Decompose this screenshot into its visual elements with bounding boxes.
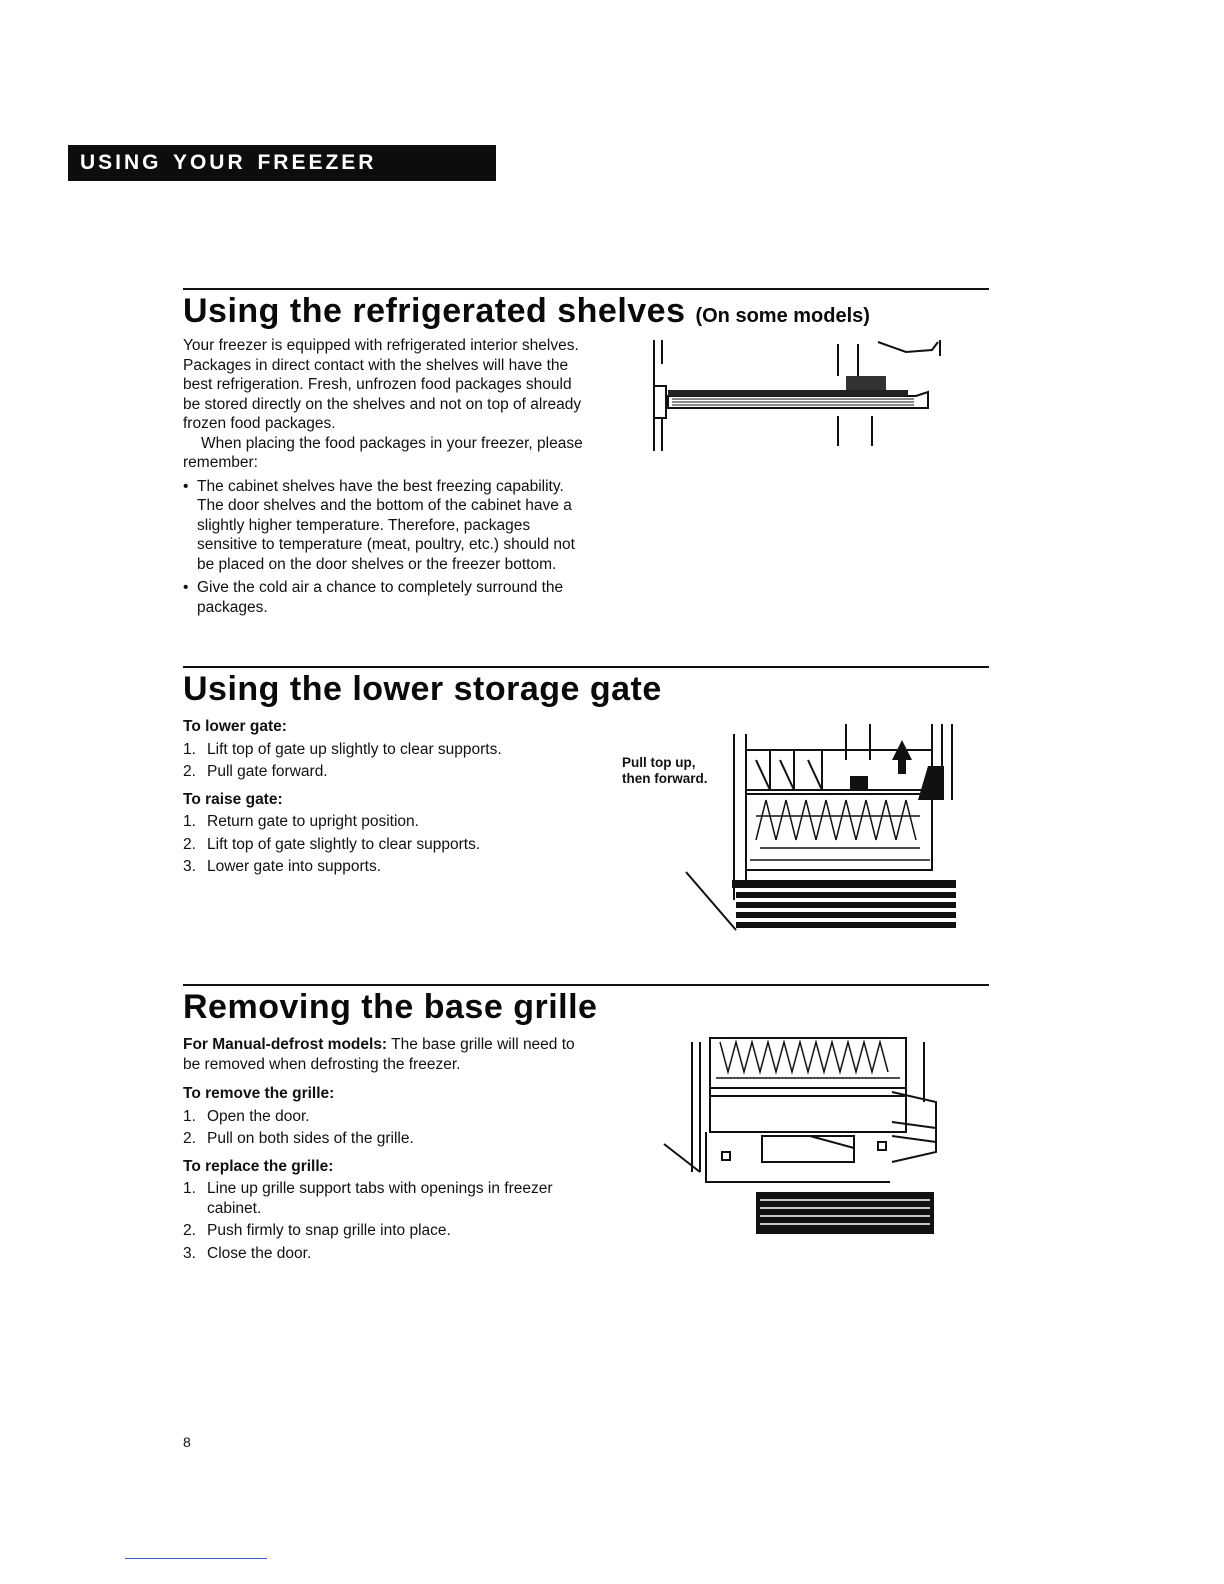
section-divider <box>183 288 989 290</box>
step-number: 2. <box>183 763 196 780</box>
remove-grille-label: To remove the grille: <box>183 1085 335 1102</box>
list-item <box>183 1107 583 1127</box>
step-text: Return gate to upright position. <box>207 813 419 830</box>
step-number: 1. <box>183 1107 196 1125</box>
shelves-remember: When placing the food packages in your freezer, please remember: <box>183 434 583 471</box>
list-item <box>183 578 583 617</box>
lower-gate-label: To lower gate: <box>183 718 287 735</box>
bullet-text: Give the cold air a chance to completely surround the packages. <box>197 579 564 616</box>
step-text: Pull on both sides of the grille. <box>207 1130 414 1147</box>
list-item <box>183 835 583 855</box>
gate-body <box>183 717 583 877</box>
step-text: Lift top of gate slightly to clear supports. <box>207 835 481 853</box>
list-item <box>183 1244 583 1264</box>
section-divider <box>183 666 989 668</box>
step-number: 3. <box>183 1244 196 1262</box>
grille-heading: Removing the base grille <box>183 988 598 1026</box>
grille-illustration <box>660 1032 950 1242</box>
step-number: 1. <box>183 813 196 830</box>
list-item <box>183 857 583 877</box>
step-text: Lower gate into supports. <box>207 858 382 875</box>
step-text: Close the door. <box>207 1244 312 1262</box>
step-number: 1. <box>183 740 196 758</box>
bullet-symbol: • <box>183 477 189 495</box>
bullet-text: The cabinet shelves have the best freezing capability. The door shelves and the bottom of the cabinet have a slightly higher temperature. Therefore, packages sensitive to temperature (meat, poultry, etc.) should not be placed on the door shelves or the freezer bottom. <box>197 477 575 573</box>
step-text: Push firmly to snap grille into place. <box>207 1222 451 1239</box>
step-text: Pull gate forward. <box>207 763 328 780</box>
step-number: 2. <box>183 835 196 853</box>
shelves-title: Using the refrigerated shelves <box>183 292 686 330</box>
shelves-heading <box>183 292 870 331</box>
callout-line: then forward. <box>622 771 708 786</box>
step-number: 2. <box>183 1130 196 1147</box>
step-text: Open the door. <box>207 1107 310 1125</box>
grille-intro-text: The base grille will need to be removed when defrosting the freezer. <box>183 1036 575 1073</box>
replace-grille-label: To replace the grille: <box>183 1157 334 1175</box>
list-item <box>183 812 583 832</box>
step-number: 1. <box>183 1180 196 1197</box>
bullet-symbol: • <box>183 579 189 596</box>
step-number: 2. <box>183 1222 196 1239</box>
list-item <box>183 477 583 575</box>
gate-illustration <box>680 720 960 935</box>
shelves-subtitle: (On some models) <box>695 305 870 327</box>
gate-heading: Using the lower storage gate <box>183 670 662 708</box>
page-number: 8 <box>183 1434 191 1450</box>
list-item <box>183 740 583 760</box>
footer-rule <box>125 1558 267 1559</box>
grille-intro-bold: For Manual-defrost models: <box>183 1036 388 1053</box>
list-item <box>183 1179 583 1218</box>
section-divider <box>183 984 989 986</box>
grille-body <box>183 1035 583 1263</box>
shelves-body <box>183 336 583 617</box>
list-item <box>183 1129 583 1149</box>
list-item <box>183 1221 583 1241</box>
section-banner: USING YOUR FREEZER <box>68 145 496 181</box>
grille-intro <box>183 1035 583 1074</box>
callout-line: Pull top up, <box>622 755 696 770</box>
list-item <box>183 762 583 782</box>
shelves-intro: Your freezer is equipped with refrigerated interior shelves. Packages in direct contact with the shelves will have the best refrigeration. Fresh, unfrozen food packages should be stored directly on the shelves and not on top of already frozen food packages. <box>183 337 582 432</box>
step-text: Line up grille support tabs with openings in freezer cabinet. <box>207 1180 553 1217</box>
shelf-illustration <box>646 336 946 456</box>
raise-gate-label: To raise gate: <box>183 790 283 808</box>
step-number: 3. <box>183 858 196 875</box>
step-text: Lift top of gate up slightly to clear supports. <box>207 740 502 758</box>
